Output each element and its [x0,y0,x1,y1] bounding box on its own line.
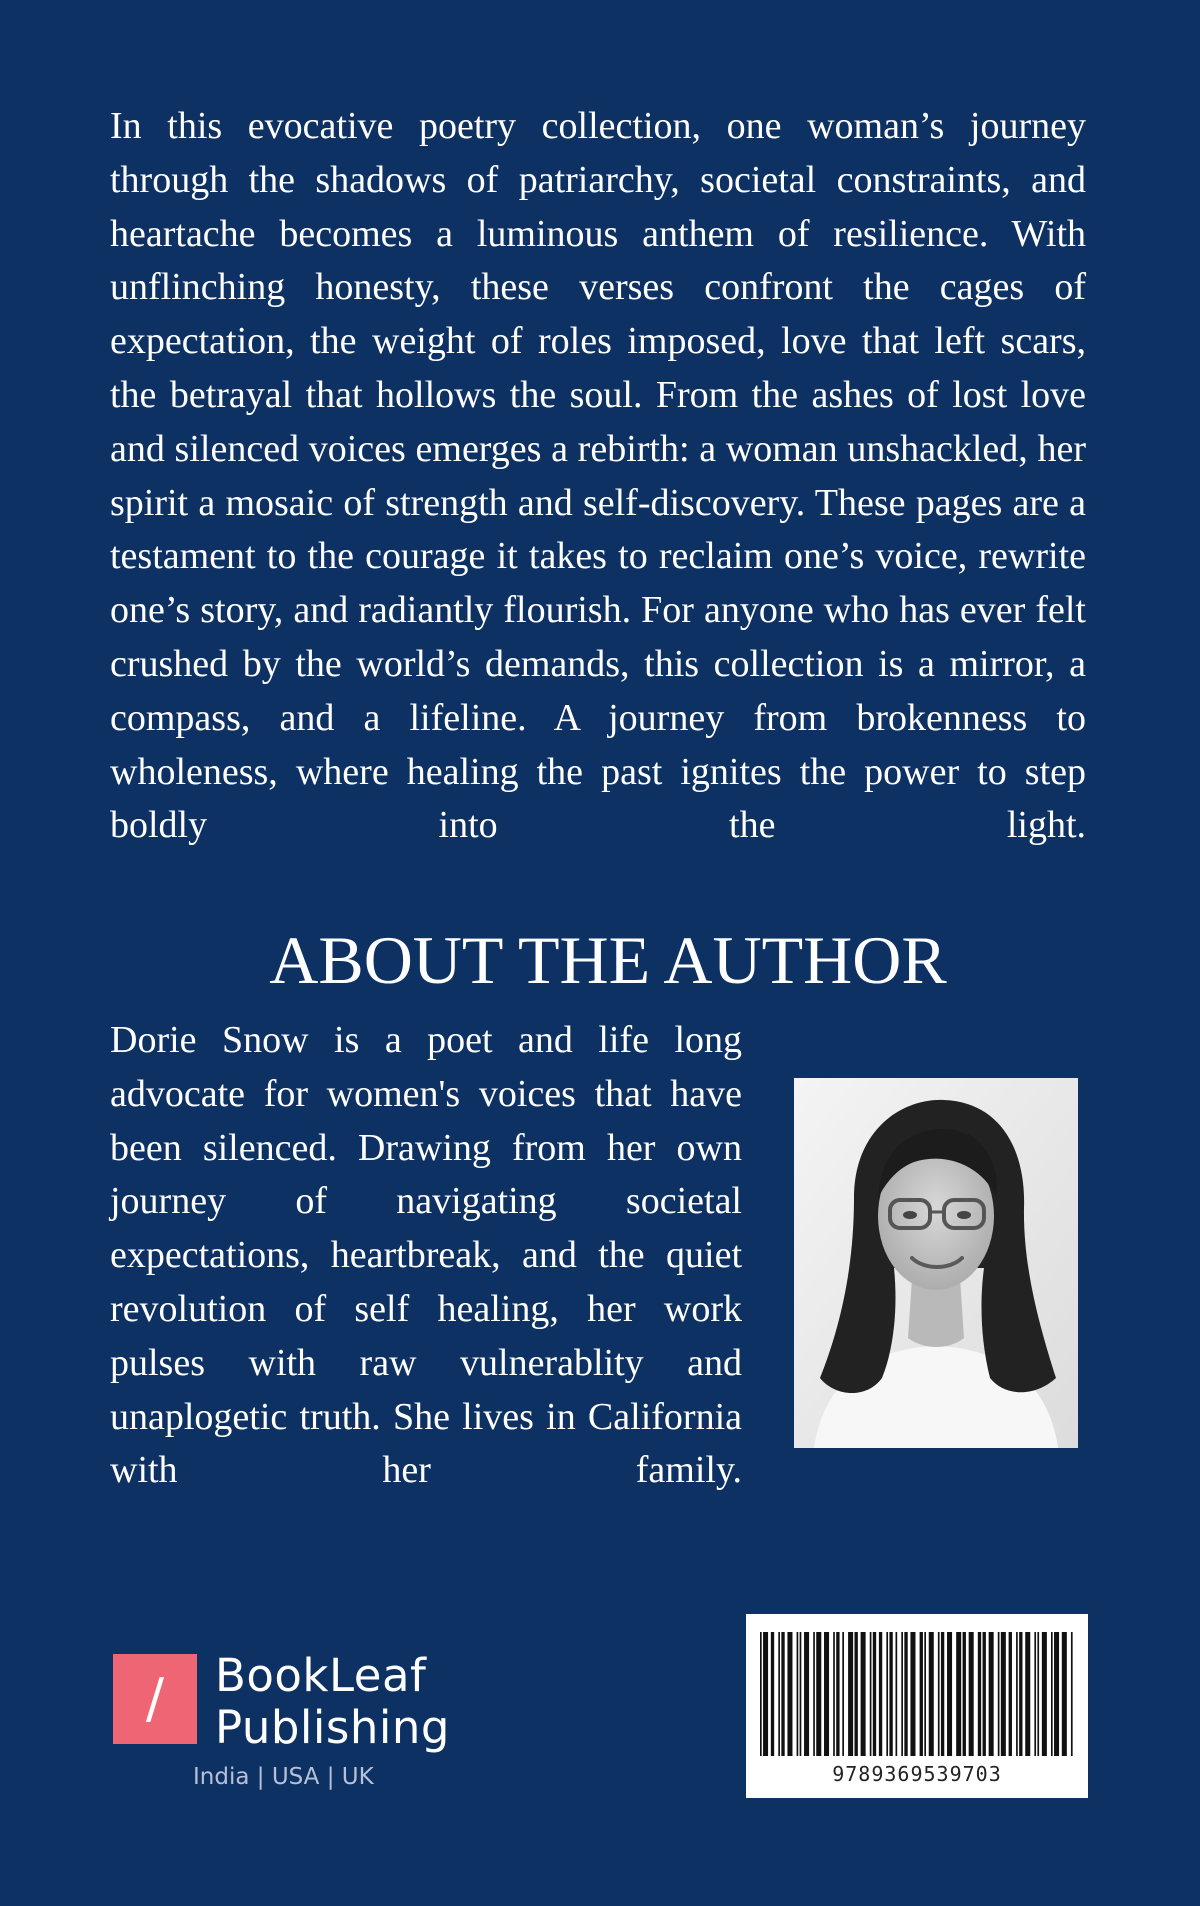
barcode-bar [870,1632,872,1756]
author-bio: Dorie Snow is a poet and life long advocate for women's voices that have been silenced. Drawing from her own journey of navigating societal expectations, heartbreak, and the quiet revolution of self healing, her work pulses with raw vulnerablity and unaplogetic truth. She lives in California with her family. [110,1019,742,1492]
publisher-name [215,1650,450,1754]
barcode-bar [889,1632,892,1756]
barcode-bar [947,1632,952,1756]
barcode-bars [760,1632,1074,1756]
barcode-bar [813,1632,815,1756]
barcode-bar [816,1632,821,1756]
barcode-bar [1025,1632,1030,1756]
publisher-name-line-2: Publishing [215,1701,450,1754]
barcode-bar [920,1632,923,1756]
barcode-bar [778,1632,780,1756]
barcode-bar [904,1632,907,1756]
barcode-bar [910,1632,915,1756]
barcode-bar [855,1632,858,1756]
barcode-bar [1054,1632,1059,1756]
barcode-bar [929,1632,934,1756]
barcode-bar [873,1632,876,1756]
barcode-bar [1009,1632,1012,1756]
barcode-bar [969,1632,974,1756]
barcode-bar [1019,1632,1022,1756]
barcode-bar [1062,1632,1067,1756]
barcode-bar [781,1632,784,1756]
author-photo [794,1078,1078,1448]
barcode-bar [804,1632,809,1756]
barcode-bar [1034,1632,1036,1756]
barcode-bar [800,1632,802,1756]
publisher-name-line-1: BookLeaf [215,1649,427,1702]
barcode-bar [989,1632,994,1756]
barcode-bar [938,1632,940,1756]
book-blurb: In this evocative poetry collection, one woman’s journey through the shadows of patriarchy, societal constraints, and heartache becomes a luminous anthem of resilience. With unflinching honesty, these verses confront the cages of expectation, the weight of roles imposed, love that left scars, the betrayal that hollows the soul. From the ashes of lost love and silenced voices emerges a rebirth: a woman unshackled, her spirit a mosaic of strength and self-discovery. These pages are a testament to the courage it takes to reclaim one’s voice, rewrite one’s story, and radiantly flourish. For anyone who has ever felt crushed by the world’s demands, this collection is a mirror, a compass, and a lifeline. A journey from brokenness to wholeness, where healing the past ignites the power to step boldly into the light. [110,105,1086,847]
barcode-bar [797,1632,799,1756]
barcode-bar [1071,1632,1073,1756]
barcode-bar [924,1632,926,1756]
isbn-barcode [746,1614,1088,1798]
barcode-bar [886,1632,888,1756]
barcode-bar [998,1632,1000,1756]
barcode-bar [941,1632,944,1756]
barcode-bar [901,1632,903,1756]
author-portrait-image [794,1078,1078,1448]
barcode-bar [824,1632,829,1756]
barcode-bar [956,1632,961,1756]
about-author-heading: ABOUT THE AUTHOR [269,922,947,998]
barcode-bar [842,1632,844,1756]
barcode-bar [978,1632,981,1756]
barcode-bar [836,1632,839,1756]
barcode-bar [787,1632,792,1756]
publisher-logo [113,1650,473,1800]
barcode-bar [833,1632,835,1756]
barcode-bar [1042,1632,1047,1756]
barcode-bar [1051,1632,1053,1756]
barcode-bar [1016,1632,1018,1756]
barcode-bar [848,1632,853,1756]
barcode-bar [771,1632,774,1756]
barcode-bar [1037,1632,1039,1756]
barcode-bar [983,1632,986,1756]
publisher-regions: India | USA | UK [193,1764,374,1790]
barcode-bar [760,1632,762,1756]
barcode-bar [963,1632,966,1756]
barcode-bar [879,1632,882,1756]
barcode-bar [896,1632,898,1756]
barcode-bar [763,1632,768,1756]
barcode-bar [861,1632,866,1756]
publisher-slash-icon: / [113,1654,197,1744]
barcode-bar [1001,1632,1006,1756]
isbn-number: 9789369539703 [832,1762,1002,1786]
